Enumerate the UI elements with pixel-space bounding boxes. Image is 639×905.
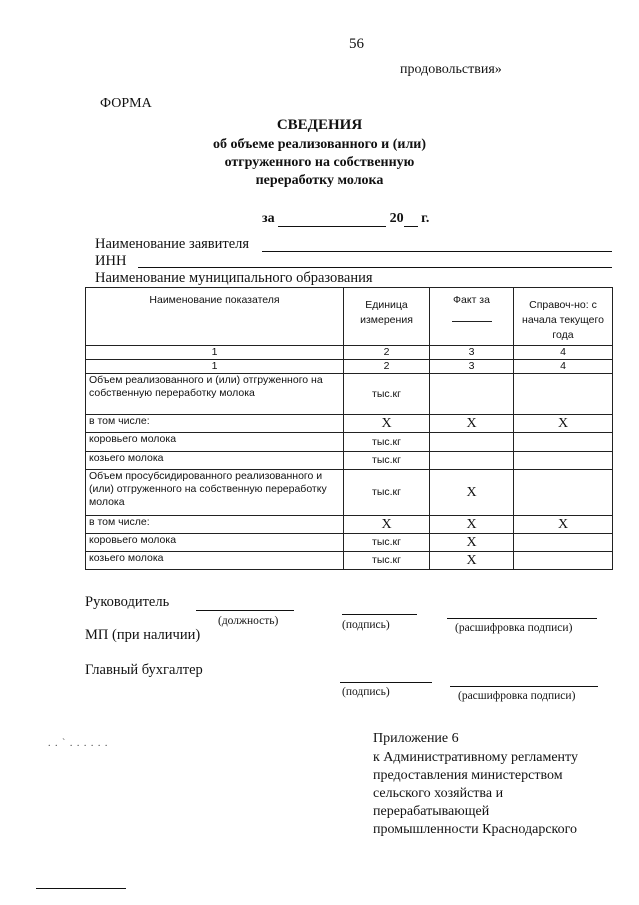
year-blank[interactable] bbox=[404, 226, 418, 227]
appendix-line-3: предоставления министерством bbox=[373, 768, 563, 783]
table-row: коровьего молока тыс.кг bbox=[86, 433, 613, 452]
applicant-label: Наименование заявителя bbox=[95, 236, 250, 252]
table-row: коровьего молока тыс.кг Х bbox=[86, 534, 613, 552]
appendix-line-6: промышленности Краснодарского bbox=[373, 822, 578, 837]
signature-caption: (подпись) bbox=[342, 619, 390, 631]
form-label: ФОРМА bbox=[100, 96, 152, 111]
accountant-signature-caption: (подпись) bbox=[342, 686, 390, 698]
number-row: 1 2 3 4 bbox=[86, 346, 613, 360]
period-year: 20 bbox=[389, 211, 404, 226]
subtitle-line-3: переработку молока bbox=[255, 173, 384, 188]
reporting-period bbox=[262, 211, 429, 227]
subtitle-line-1: об объеме реализованного и (или) bbox=[212, 137, 427, 152]
inn-label: ИНН bbox=[95, 253, 127, 269]
applicant-input-line[interactable] bbox=[262, 251, 612, 252]
table-row: в том числе: Х Х Х bbox=[86, 516, 613, 534]
scan-noise: . . ` . . . . . . bbox=[48, 738, 109, 749]
appendix-line-1: Приложение 6 bbox=[373, 731, 459, 746]
appendix-line-4: сельского хозяйства и bbox=[373, 786, 504, 801]
header-unit: Единица измерения bbox=[344, 288, 430, 346]
head-decoding-line[interactable] bbox=[447, 618, 597, 619]
data-table bbox=[85, 287, 613, 570]
chief-accountant-label: Главный бухгалтер bbox=[85, 662, 203, 678]
table-row: в том числе: Х Х Х bbox=[86, 415, 613, 433]
previous-page-fragment: продовольствия» bbox=[400, 62, 502, 77]
appendix-line-5: перерабатывающей bbox=[373, 804, 490, 819]
inn-input-line[interactable] bbox=[138, 267, 612, 268]
subtitle-line-2: отгруженного на собственную bbox=[224, 155, 415, 170]
accountant-decoding-caption: (расшифровка подписи) bbox=[458, 690, 576, 702]
table-row: Объем просубсидированного реализованного и (или) отгруженного на собственную переработку молока тыс.кг Х bbox=[86, 470, 613, 516]
footnote-separator bbox=[36, 888, 126, 889]
header-indicator: Наименование показателя bbox=[86, 288, 344, 346]
header-reference: Справоч-но: с начала текущего года bbox=[514, 288, 613, 346]
table-row: козьего молока тыс.кг Х bbox=[86, 552, 613, 570]
page-number: 56 bbox=[349, 36, 364, 52]
position-caption: (должность) bbox=[218, 615, 279, 627]
stamp-label: МП (при наличии) bbox=[85, 627, 201, 643]
accountant-decoding-line[interactable] bbox=[450, 686, 598, 687]
decoding-caption: (расшифровка подписи) bbox=[455, 622, 573, 634]
municipality-label: Наименование муниципального образования bbox=[95, 270, 373, 286]
head-signature-line[interactable] bbox=[342, 614, 417, 615]
period-blank[interactable] bbox=[278, 226, 386, 227]
head-position-line[interactable] bbox=[196, 610, 294, 611]
table-row: Объем реализованного и (или) отгруженного на собственную переработку молока тыс.кг bbox=[86, 374, 613, 415]
appendix-line-2: к Административному регламенту bbox=[373, 750, 578, 765]
accountant-signature-line[interactable] bbox=[340, 682, 432, 683]
period-prefix: за bbox=[262, 211, 275, 226]
table-row: козьего молока тыс.кг bbox=[86, 452, 613, 470]
document-title: СВЕДЕНИЯ bbox=[276, 117, 363, 133]
header-fact: Факт за bbox=[430, 288, 514, 346]
table-header-row bbox=[86, 288, 613, 346]
head-label: Руководитель bbox=[85, 594, 170, 610]
number-row: 1 2 3 4 bbox=[86, 360, 613, 374]
period-suffix: г. bbox=[421, 211, 430, 226]
